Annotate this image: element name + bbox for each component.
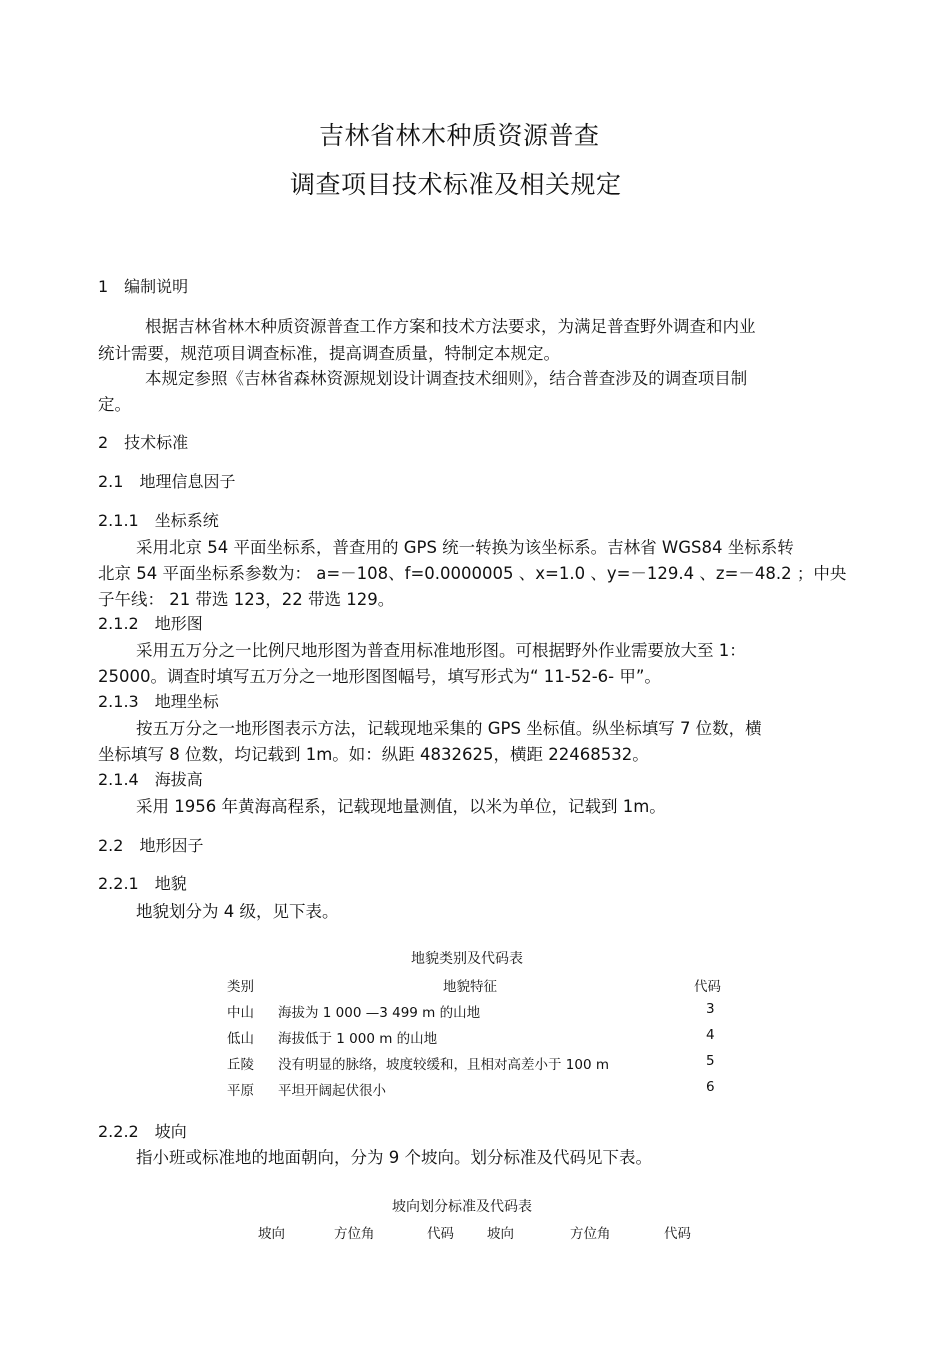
aspect-table-header-code-2: 代码 <box>664 1226 691 1242</box>
landform-table-header-feature: 地貌特征 <box>443 979 497 995</box>
landform-table-caption: 地貌类别及代码表 <box>411 951 523 967</box>
landform-table-cell: 6 <box>706 1079 715 1095</box>
section-2-1-1-line-1: 采用北京 54 平面坐标系，普查用的 GPS 统一转换为该坐标系。吉林省 WGS84 坐标系转 <box>136 538 794 557</box>
landform-table-header-category: 类别 <box>227 979 254 995</box>
landform-table-header-code: 代码 <box>694 979 721 995</box>
landform-table-cell: 没有明显的脉络，坡度较缓和，且相对高差小于 100 m <box>278 1057 609 1073</box>
section-2-2-2-line-1: 指小班或标准地的地面朝向，分为 9 个坡向。划分标准及代码见下表。 <box>136 1148 652 1167</box>
aspect-table-header-azimuth-2: 方位角 <box>570 1226 611 1242</box>
aspect-table-header-aspect: 坡向 <box>258 1226 285 1242</box>
section-2-1-2-heading: 2.1.2 地形图 <box>98 614 203 633</box>
section-2-1-3-line-1: 按五万分之一地形图表示方法，记载现地采集的 GPS 坐标值。纵坐标填写 7 位数，横 <box>136 719 762 738</box>
landform-table-cell: 低山 <box>227 1031 254 1047</box>
section-2-1-3-heading: 2.1.3 地理坐标 <box>98 692 219 711</box>
document-title-line2: 调查项目技术标准及相关规定 <box>290 170 622 199</box>
section-1-paragraph-2-line-2: 定。 <box>98 395 131 414</box>
landform-table-cell: 平原 <box>227 1083 254 1099</box>
landform-table-cell: 3 <box>706 1001 715 1017</box>
section-2-1-2-line-2: 25000。调查时填写五万分之一地形图图幅号，填写形式为“ 11-52-6- 甲”。 <box>98 667 661 686</box>
aspect-table-header-aspect-2: 坡向 <box>487 1226 514 1242</box>
aspect-table-caption: 坡向划分标准及代码表 <box>392 1199 532 1215</box>
aspect-table-header-azimuth: 方位角 <box>334 1226 375 1242</box>
section-1-paragraph-1-line-2: 统计需要，规范项目调查标准，提高调查质量，特制定本规定。 <box>98 344 560 363</box>
section-2-heading: 2 技术标准 <box>98 433 189 452</box>
section-2-2-2-heading: 2.2.2 坡向 <box>98 1122 187 1141</box>
landform-table-cell: 4 <box>706 1027 715 1043</box>
section-2-1-2-line-1: 采用五万分之一比例尺地形图为普查用标准地形图。可根据野外作业需要放大至 1： <box>136 641 746 660</box>
section-2-1-1-heading: 2.1.1 坐标系统 <box>98 511 219 530</box>
landform-table-cell: 丘陵 <box>227 1057 254 1073</box>
section-2-1-4-heading: 2.1.4 海拔高 <box>98 770 203 789</box>
section-2-1-4-line-1: 采用 1956 年黄海高程系，记载现地量测值，以米为单位，记载到 1m。 <box>136 797 666 816</box>
section-2-1-1-line-2: 北京 54 平面坐标系参数为： a=－108、f=0.0000005 、x=1.0 、y=－129.4 、z=－48.2 ；中央 <box>98 564 847 583</box>
section-2-1-heading: 2.1 地理信息因子 <box>98 472 236 491</box>
section-1-heading: 1 编制说明 <box>98 277 189 296</box>
landform-table-cell: 中山 <box>227 1005 254 1021</box>
section-2-1-3-line-2: 坐标填写 8 位数，均记载到 1m。如：纵距 4832625，横距 22468532。 <box>98 745 649 764</box>
document-title-line1: 吉林省林木种质资源普查 <box>319 121 600 150</box>
landform-table-cell: 5 <box>706 1053 715 1069</box>
landform-table-cell: 海拔低于 1 000 m 的山地 <box>278 1031 438 1047</box>
landform-table-cell: 海拔为 1 000 —3 499 m 的山地 <box>278 1005 481 1021</box>
aspect-table-header-code: 代码 <box>427 1226 454 1242</box>
section-2-2-heading: 2.2 地形因子 <box>98 836 204 855</box>
landform-table-cell: 平坦开阔起伏很小 <box>278 1083 386 1099</box>
section-2-2-1-heading: 2.2.1 地貌 <box>98 874 187 893</box>
section-1-paragraph-2-line-1: 本规定参照《吉林省森林资源规划设计调查技术细则》，结合普查涉及的调查项目制 <box>145 369 748 388</box>
section-1-paragraph-1-line-1: 根据吉林省林木种质资源普查工作方案和技术方法要求，为满足普查野外调查和内业 <box>145 317 756 336</box>
section-2-1-1-line-3: 子午线： 21 带选 123，22 带选 129。 <box>98 590 395 609</box>
section-2-2-1-line-1: 地貌划分为 4 级，见下表。 <box>136 902 339 921</box>
